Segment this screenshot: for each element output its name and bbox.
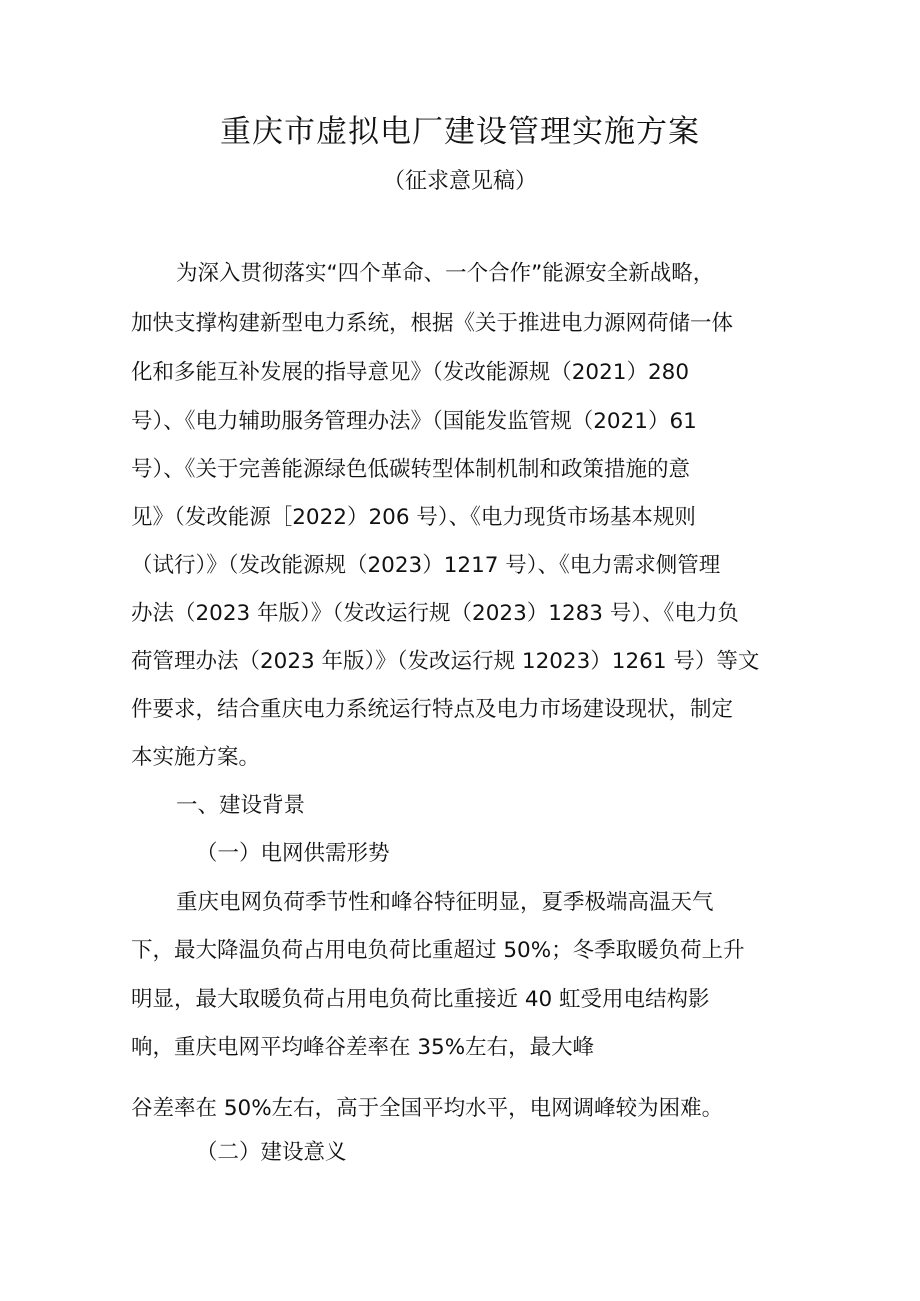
paragraph-line: 下，最大降温负荷占用电负荷比重超过 50%；冬季取暖负荷上升: [131, 938, 745, 963]
paragraph-line: 号）、《电力辅助服务管理办法》（国能发监管规（2021）61: [131, 409, 697, 434]
paragraph-line: 响，重庆电网平均峰谷差率在 35%左右，最大峰: [131, 1035, 595, 1060]
paragraph-line: 本实施方案。: [131, 745, 261, 770]
paragraph-line: 办法（2023 年版）》（发改运行规（2023）1283 号）、《电力负: [131, 601, 739, 626]
paragraph-line: 加快支撑构建新型电力系统，根据《关于推进电力源网荷储一体: [131, 311, 734, 336]
paragraph-line: 谷差率在 50%左右，高于全国平均水平，电网调峰较为困难。: [131, 1096, 724, 1121]
section-heading-1: 一、建设背景: [176, 793, 306, 818]
paragraph-line: 见》（发改能源［2022）206 号）、《电力现货市场基本规则: [131, 505, 696, 530]
paragraph-line: 荷管理办法（2023 年版）》（发改运行规 12023）1261 号）等文: [131, 649, 760, 674]
paragraph-line: （试行）》（发改能源规（2023）1217 号）、《电力需求侧管理: [131, 553, 721, 578]
document-title: 重庆市虚拟电厂建设管理实施方案: [220, 114, 700, 150]
paragraph-line: 号）、《关于完善能源绿色低碳转型体制机制和政策措施的意: [131, 457, 691, 482]
paragraph-line: 明显，最大取暖负荷占用电负荷比重接近 40 虹受用电结构影: [131, 987, 710, 1012]
paragraph-line: 重庆电网负荷季节性和峰谷特征明显，夏季极端高温天气: [176, 890, 714, 915]
paragraph-line: 化和多能互补发展的指导意见》（发改能源规（2021）280: [131, 360, 690, 385]
subsection-heading-1: （一）电网供需形势: [196, 841, 390, 866]
paragraph-line: 为深入贯彻落实“四个革命、一个合作”能源安全新战略，: [176, 261, 715, 286]
subsection-heading-2: （二）建设意义: [196, 1140, 347, 1165]
paragraph-line: 件要求，结合重庆电力系统运行特点及电力市场建设现状，制定: [131, 697, 734, 722]
document-subtitle: （征求意见稿）: [382, 169, 537, 194]
